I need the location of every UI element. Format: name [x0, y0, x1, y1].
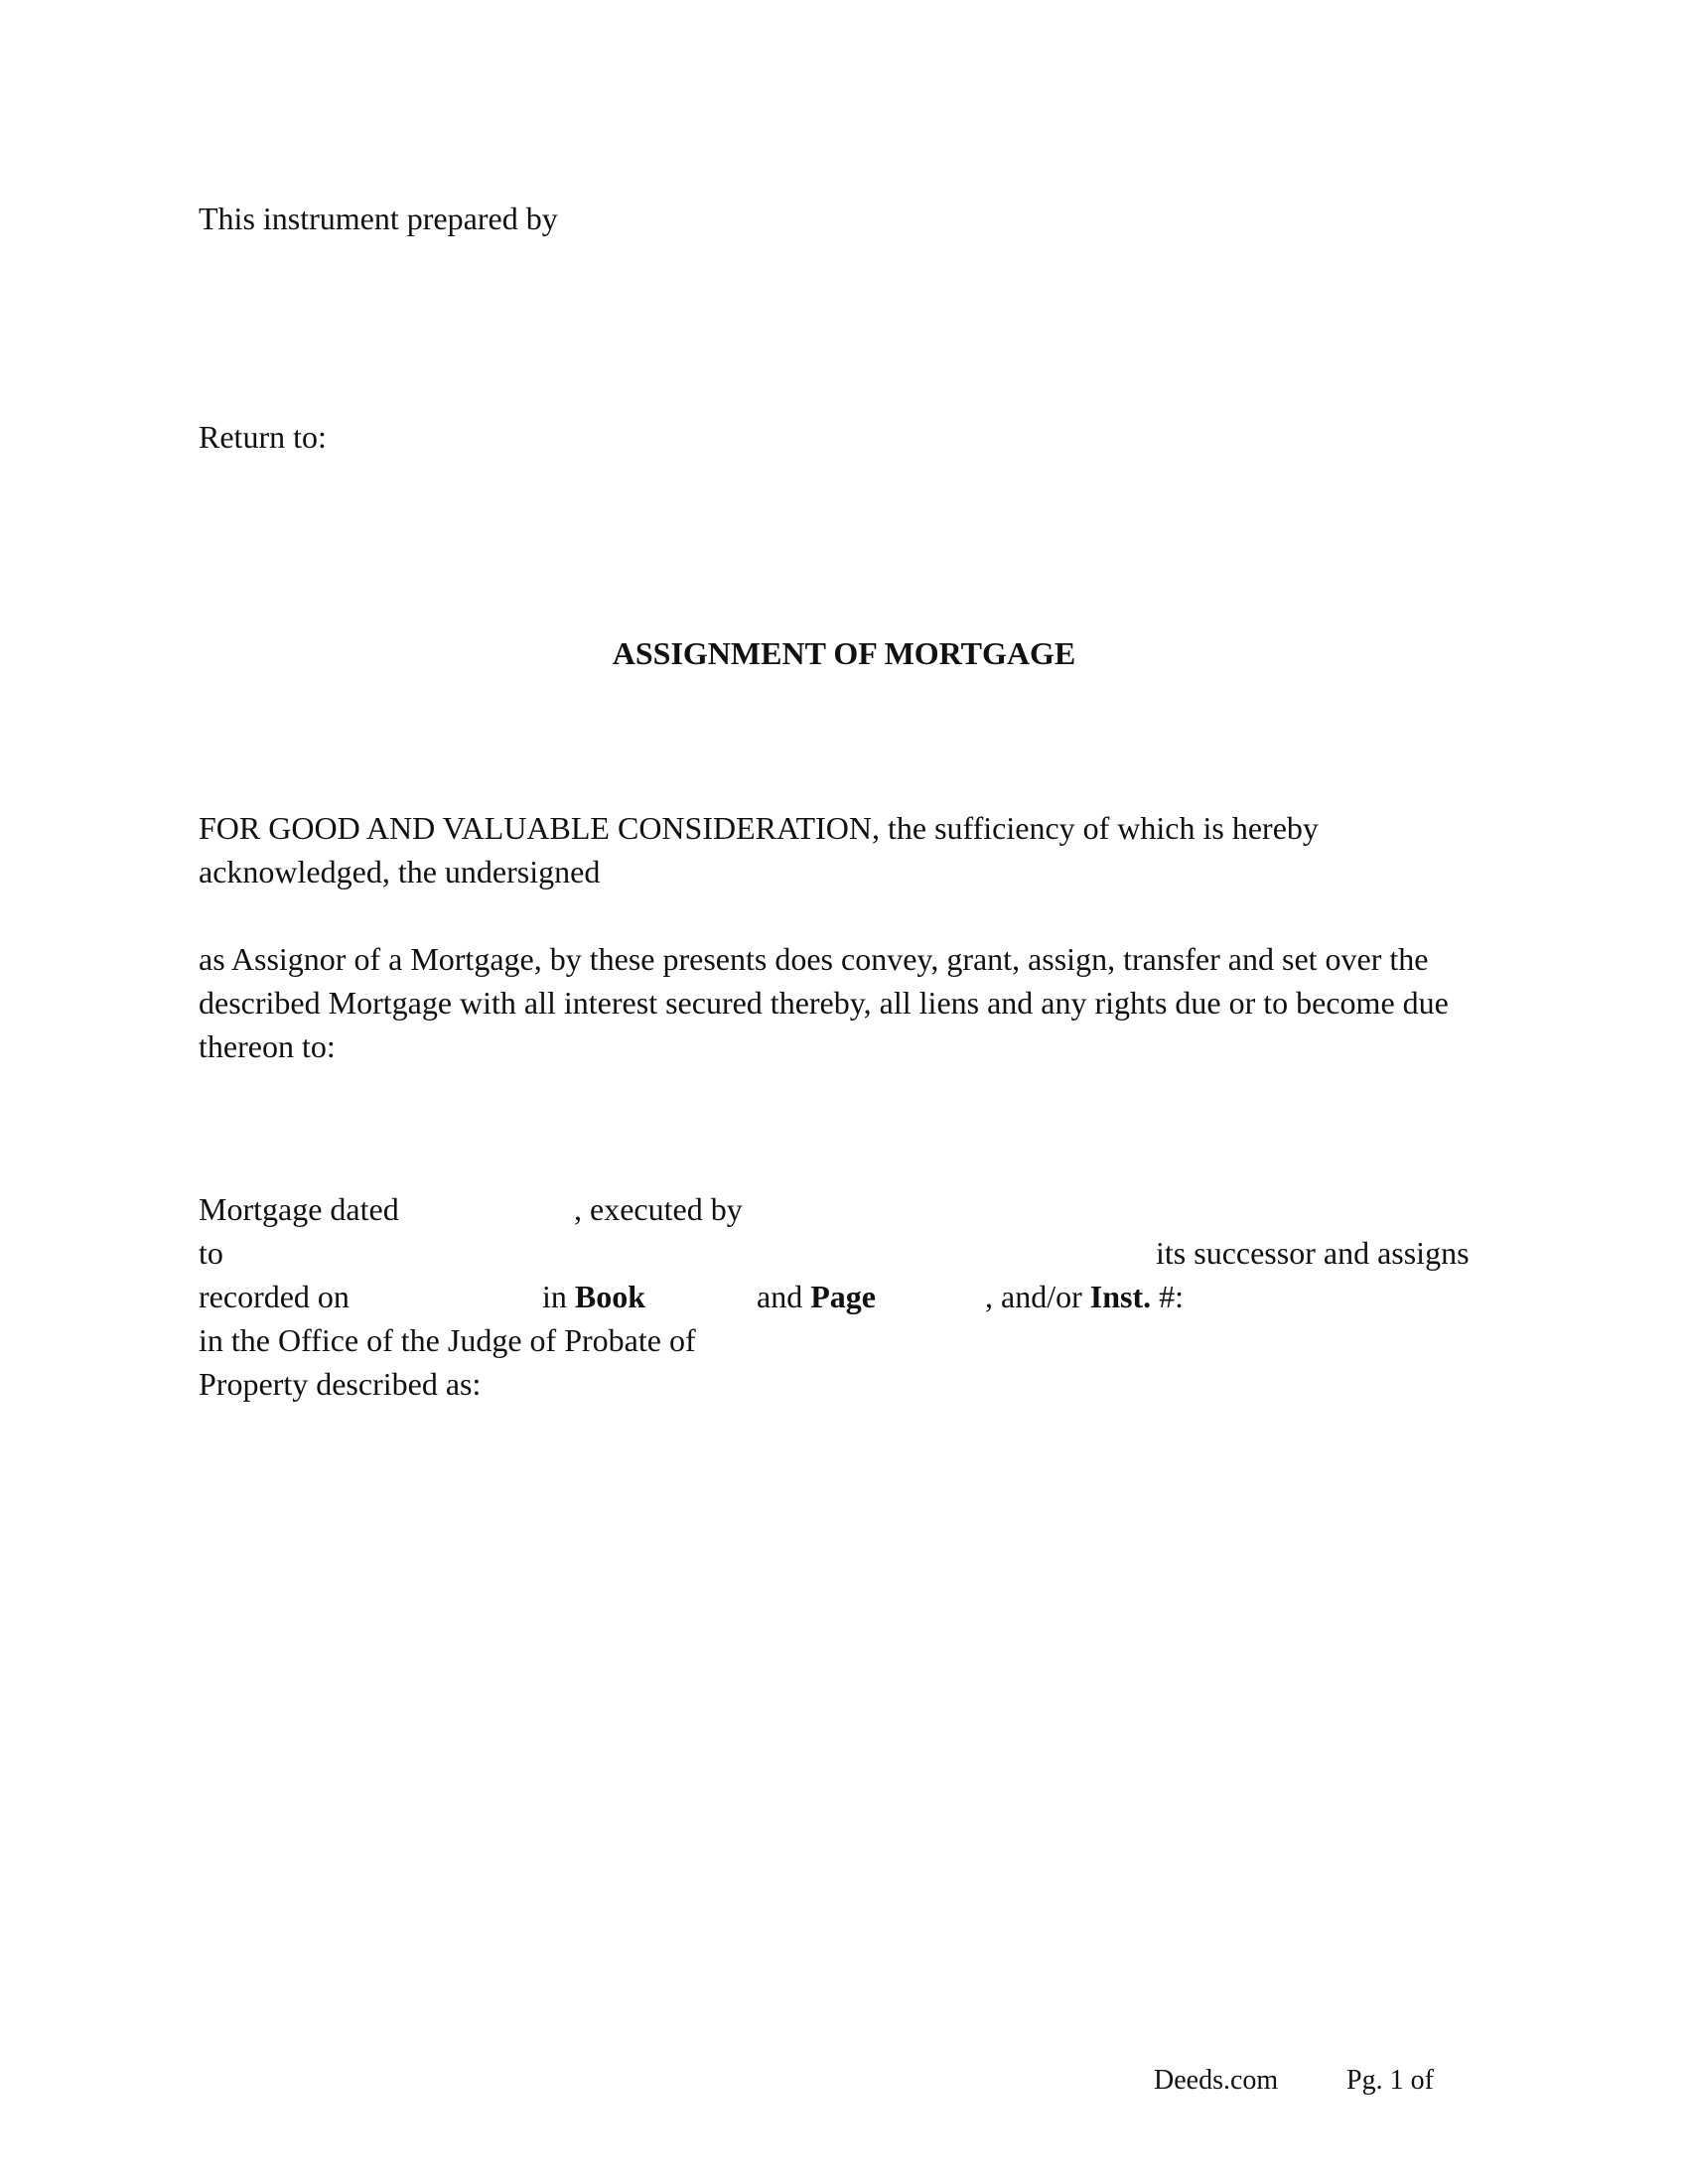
- page-label: [757, 1275, 876, 1318]
- recorded-on-label: recorded on: [199, 1279, 350, 1314]
- mortgage-dated-label: Mortgage dated: [199, 1191, 399, 1227]
- inst-label: [985, 1275, 1184, 1318]
- footer-site: Deeds.com: [1154, 2065, 1279, 2096]
- inst-word: Inst.: [1089, 1279, 1152, 1314]
- book-word: Book: [574, 1279, 646, 1314]
- assignor-paragraph: as Assignor of a Mortgage, by these presents does convey, grant, assign, transfer and set over the described Mortgage with all interest secured thereby, all liens and any rights due or to become due thereon to:: [199, 941, 1449, 1064]
- document-title: ASSIGNMENT OF MORTGAGE: [612, 635, 1076, 671]
- consideration-paragraph: FOR GOOD AND VALUABLE CONSIDERATION, the sufficiency of which is hereby acknowledged, the undersigned: [199, 810, 1319, 889]
- hash-word: #:: [1159, 1279, 1184, 1314]
- executed-by-label: , executed by: [574, 1191, 743, 1227]
- book-label: [542, 1275, 645, 1318]
- page-word: Page: [810, 1279, 876, 1314]
- and-or-word: , and/or: [985, 1279, 1082, 1314]
- office-judge-label: in the Office of the Judge of Probate of: [199, 1322, 696, 1358]
- prepared-by-label: This instrument prepared by: [199, 201, 558, 236]
- to-label: to: [199, 1235, 223, 1271]
- footer-page-number: Pg. 1 of: [1346, 2065, 1434, 2096]
- property-described-label: Property described as:: [199, 1366, 482, 1402]
- in-word: in: [542, 1279, 567, 1314]
- return-to-label: Return to:: [199, 419, 327, 455]
- successor-assigns-label: its successor and assigns: [1156, 1235, 1470, 1271]
- and-word: and: [757, 1279, 803, 1314]
